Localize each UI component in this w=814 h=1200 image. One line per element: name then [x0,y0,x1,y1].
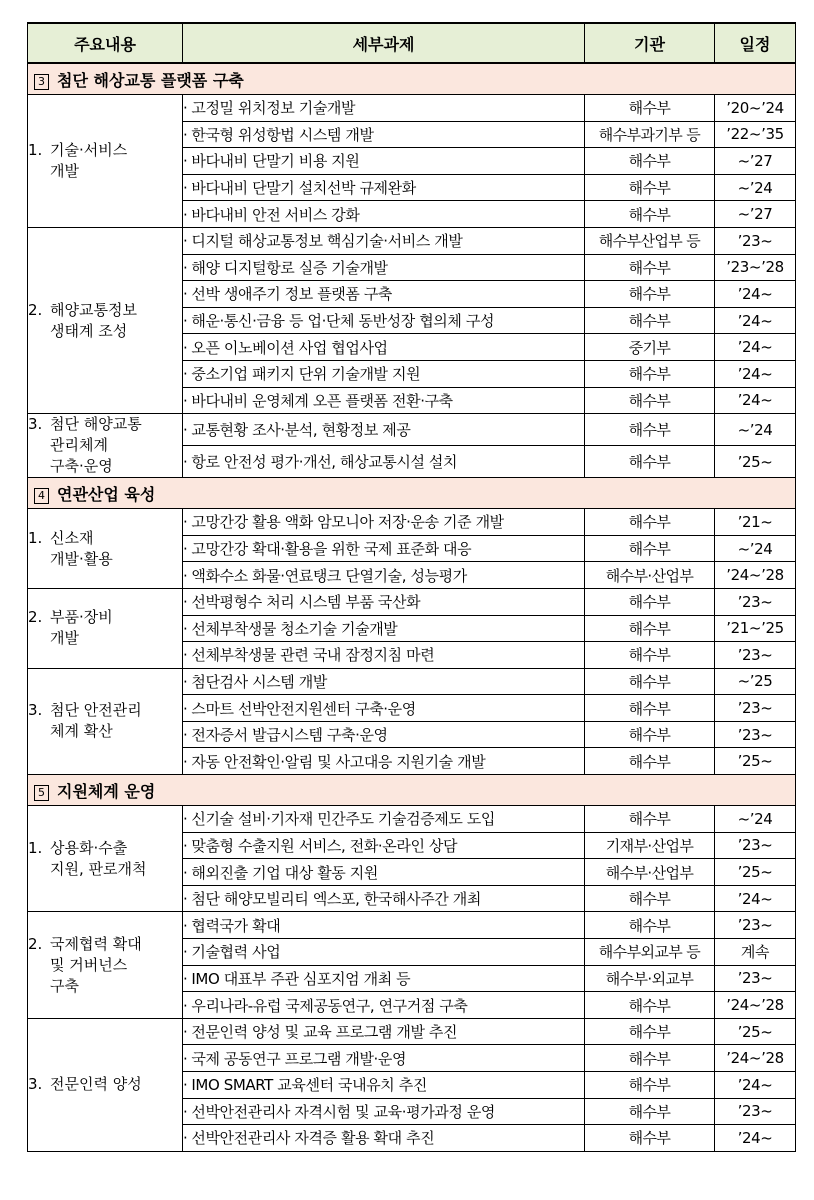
task-text: 협력국가 확대 [191,916,281,935]
bullet-icon: · [183,1049,188,1068]
schedule-cell: ’23~’28 [715,254,796,281]
category-number: 3. [28,415,43,434]
schedule-cell: ’24~ [715,1072,796,1099]
task-cell [183,562,585,589]
agency-cell: 해수부외교부 등 [585,939,715,966]
bullet-icon: · [183,619,188,638]
section-number: 5 [34,785,49,801]
category-title [50,607,113,649]
task-text: 전문인력 양성 및 교육 프로그램 개발 추진 [191,1023,458,1042]
task-text: 고망간강 확대·활용을 위한 국제 표준화 대응 [191,540,472,559]
table-row [28,588,796,615]
category-title [50,140,127,182]
category-number: 2. [28,934,43,953]
category-line: 관리체계 [50,436,108,455]
agency-cell: 해수부 [585,535,715,562]
schedule-cell: ’24~ [715,307,796,334]
section-title: 지원체계 운영 [57,781,156,801]
task-cell [183,535,585,562]
bullet-icon: · [183,593,188,612]
task-text: IMO SMART 교육센터 국내유치 추진 [191,1076,427,1095]
schedule-cell: ’24~ [715,281,796,308]
category-cell [28,1018,183,1151]
task-text: 우리나라-유럽 국제공동연구, 연구거점 구축 [191,996,468,1015]
task-text: 해양 디지털항로 실증 기술개발 [191,258,388,277]
task-text: 선박 생애주기 정보 플랫폼 구축 [191,285,393,304]
category-line: 생태계 조성 [50,321,128,340]
category-line: 구축 [50,976,79,995]
bullet-icon: · [183,1102,188,1121]
task-cell [183,334,585,361]
task-cell [183,1045,585,1072]
bullet-icon: · [183,726,188,745]
bullet-icon: · [183,513,188,532]
header-main: 주요내용 [28,23,183,63]
agency-cell: 해수부 [585,509,715,536]
category-title [50,528,113,570]
task-cell [183,615,585,642]
category-title [50,1074,142,1095]
category-cell [28,95,183,228]
schedule-cell: ’23~ [715,588,796,615]
task-cell [183,1098,585,1125]
header-schedule: 일정 [715,23,796,63]
task-text: 한국형 위성항법 시스템 개발 [191,125,374,144]
task-text: 신기술 설비·기자재 민간주도 기술검증제도 도입 [191,810,496,829]
task-cell [183,148,585,175]
task-cell [183,360,585,387]
task-text: 바다내비 단말기 설치선박 규제완화 [191,179,416,198]
task-cell [183,227,585,254]
section-header [28,478,796,509]
bullet-icon: · [183,540,188,559]
agency-cell: 해수부 [585,307,715,334]
category-line: 신소재 [50,528,94,547]
bullet-icon: · [183,890,188,909]
agency-cell: 해수부 [585,174,715,201]
bullet-icon: · [183,996,188,1015]
task-cell [183,965,585,992]
bullet-icon: · [183,752,188,771]
task-text: 바다내비 안전 서비스 강화 [191,205,360,224]
section-header [28,775,796,806]
category-title [50,414,142,477]
table-row [28,912,796,939]
bullet-icon: · [183,285,188,304]
schedule-cell: ~’24 [715,174,796,201]
task-text: 선체부착생물 청소기술 기술개발 [191,619,398,638]
table-row [28,1018,796,1045]
task-text: 맞춤형 수출지원 서비스, 전화·온라인 상담 [191,836,458,855]
bullet-icon: · [183,1023,188,1042]
category-line: 부품·장비 [50,608,113,627]
task-cell [183,668,585,695]
agency-cell: 해수부 [585,668,715,695]
agency-cell: 해수부·외교부 [585,965,715,992]
plan-table [27,22,796,1152]
section-header-row [28,478,796,509]
table-row [28,806,796,833]
category-line: 및 거버넌스 [50,955,128,974]
bullet-icon: · [183,365,188,384]
schedule-cell: ~’24 [715,806,796,833]
task-cell [183,832,585,859]
bullet-icon: · [183,1076,188,1095]
category-line: 첨단 안전관리 [50,701,142,720]
task-text: 기술협력 사업 [191,943,281,962]
category-line: 개발 [50,629,79,648]
schedule-cell: ’24~ [715,885,796,912]
category-title [50,934,142,997]
agency-cell: 해수부 [585,387,715,414]
task-text: 전자증서 발급시스템 구축·운영 [191,726,388,745]
category-number: 1. [28,140,43,159]
category-title [50,300,137,342]
schedule-cell: ’23~ [715,1098,796,1125]
section-number: 3 [34,74,49,90]
agency-cell: 해수부 [585,1018,715,1045]
schedule-cell: ’24~ [715,360,796,387]
agency-cell: 해수부 [585,148,715,175]
task-text: 바다내비 단말기 비용 지원 [191,152,360,171]
bullet-icon: · [183,699,188,718]
category-line: 국제협력 확대 [50,934,142,953]
agency-cell: 해수부 [585,1045,715,1072]
section-header [28,63,796,95]
task-text: 오픈 이노베이션 사업 협업사업 [191,338,388,357]
agency-cell: 해수부 [585,642,715,669]
category-number: 1. [28,838,43,857]
agency-cell: 기재부·산업부 [585,832,715,859]
task-cell [183,695,585,722]
table-row [28,414,796,446]
agency-cell: 해수부산업부 등 [585,227,715,254]
schedule-cell: 계속 [715,939,796,966]
category-number: 3. [28,1075,43,1094]
schedule-cell: ’24~ [715,387,796,414]
task-cell [183,992,585,1019]
schedule-cell: ’24~’28 [715,562,796,589]
category-number: 2. [28,300,43,319]
agency-cell: 해수부·산업부 [585,859,715,886]
bullet-icon: · [183,152,188,171]
task-text: 디지털 해상교통정보 핵심기술·서비스 개발 [191,232,463,251]
header-task: 세부과제 [183,23,585,63]
bullet-icon: · [183,338,188,357]
task-text: 고정밀 위치정보 기술개발 [191,99,356,118]
agency-cell: 해수부 [585,414,715,446]
category-number: 2. [28,608,43,627]
bullet-icon: · [183,969,188,988]
task-cell [183,121,585,148]
bullet-icon: · [183,810,188,829]
bullet-icon: · [183,391,188,410]
task-text: 액화수소 화물·연료탱크 단열기술, 성능평가 [191,566,467,585]
table-row [28,227,796,254]
table-row [28,668,796,695]
agency-cell: 해수부 [585,1072,715,1099]
task-cell [183,748,585,775]
schedule-cell: ’25~ [715,446,796,478]
agency-cell: 해수부 [585,360,715,387]
task-text: 자동 안전확인·알림 및 사고대응 지원기술 개발 [191,752,486,771]
category-title [50,700,142,742]
bullet-icon: · [183,1129,188,1148]
section-header-row [28,775,796,806]
plan-body [28,63,796,1151]
agency-cell: 중기부 [585,334,715,361]
schedule-cell: ’23~ [715,965,796,992]
category-number: 1. [28,528,43,547]
agency-cell: 해수부 [585,446,715,478]
category-cell [28,668,183,774]
category-line: 개발 [50,161,79,180]
category-line: 기술·서비스 [50,140,128,159]
schedule-cell: ’23~ [715,695,796,722]
bullet-icon: · [183,232,188,251]
task-cell [183,939,585,966]
bullet-icon: · [183,179,188,198]
task-cell [183,307,585,334]
category-line: 구축·운영 [50,457,113,476]
category-line: 해양교통정보 [50,300,137,319]
task-text: 선박평형수 처리 시스템 부품 국산화 [191,593,421,612]
section-title: 연관산업 육성 [57,484,156,504]
category-cell [28,227,183,413]
schedule-cell: ’25~ [715,859,796,886]
category-line: 전문인력 양성 [50,1075,142,1094]
task-text: 선체부착생물 관련 국내 잠정지침 마련 [191,646,435,665]
task-cell [183,201,585,228]
task-cell [183,642,585,669]
header-agency: 기관 [585,23,715,63]
schedule-cell: ’22~’35 [715,121,796,148]
agency-cell: 해수부 [585,201,715,228]
task-cell [183,859,585,886]
category-line: 지원, 판로개척 [50,859,147,878]
section-header-row [28,63,796,95]
agency-cell: 해수부 [585,695,715,722]
category-cell [28,588,183,668]
agency-cell: 해수부·산업부 [585,562,715,589]
agency-cell: 해수부 [585,95,715,122]
bullet-icon: · [183,421,188,440]
agency-cell: 해수부 [585,748,715,775]
task-text: 바다내비 운영체계 오픈 플랫폼 전환·구축 [191,391,453,410]
bullet-icon: · [183,943,188,962]
task-text: 첨단 해양모빌리티 엑스포, 한국해사주간 개최 [191,890,481,909]
bullet-icon: · [183,916,188,935]
schedule-cell: ’23~ [715,912,796,939]
table-row [28,509,796,536]
schedule-cell: ’23~ [715,642,796,669]
category-cell [28,806,183,912]
task-text: 고망간강 활용 액화 암모니아 저장·운송 기준 개발 [191,513,504,532]
agency-cell: 해수부 [585,588,715,615]
schedule-cell: ’24~ [715,334,796,361]
category-cell [28,509,183,589]
task-cell [183,588,585,615]
task-cell [183,281,585,308]
schedule-cell: ~’25 [715,668,796,695]
task-cell [183,414,585,446]
task-text: 교통현황 조사·분석, 현황정보 제공 [191,421,411,440]
schedule-cell: ’24~ [715,1125,796,1152]
bullet-icon: · [183,205,188,224]
schedule-cell: ’21~’25 [715,615,796,642]
bullet-icon: · [183,99,188,118]
task-text: 선박안전관리사 자격시험 및 교육·평가과정 운영 [191,1102,496,1121]
agency-cell: 해수부 [585,912,715,939]
agency-cell: 해수부 [585,1125,715,1152]
schedule-cell: ~’27 [715,201,796,228]
bullet-icon: · [183,672,188,691]
category-cell [28,912,183,1018]
task-text: 선박안전관리사 자격증 활용 확대 추진 [191,1129,435,1148]
task-cell [183,1018,585,1045]
bullet-icon: · [183,258,188,277]
bullet-icon: · [183,312,188,331]
schedule-cell: ’20~’24 [715,95,796,122]
schedule-cell: ~’24 [715,535,796,562]
task-cell [183,95,585,122]
task-text: 국제 공동연구 프로그램 개발·운영 [191,1049,407,1068]
schedule-cell: ~’24 [715,414,796,446]
task-cell [183,885,585,912]
agency-cell: 해수부과기부 등 [585,121,715,148]
task-text: 해운·통신·금융 등 업·단체 동반성장 협의체 구성 [191,312,495,331]
schedule-cell: ~’27 [715,148,796,175]
task-text: 항로 안전성 평가·개선, 해상교통시설 설치 [191,453,458,472]
task-cell [183,387,585,414]
schedule-cell: ’23~ [715,832,796,859]
task-text: 해외진출 기업 대상 활동 지원 [191,863,378,882]
section-number: 4 [34,488,49,504]
agency-cell: 해수부 [585,992,715,1019]
task-text: 중소기업 패키지 단위 기술개발 지원 [191,365,421,384]
category-line: 개발·활용 [50,549,113,568]
schedule-cell: ’24~’28 [715,992,796,1019]
agency-cell: 해수부 [585,254,715,281]
schedule-cell: ’25~ [715,748,796,775]
task-cell [183,174,585,201]
task-cell [183,446,585,478]
category-line: 상용화·수출 [50,838,128,857]
table-row [28,95,796,122]
schedule-cell: ’23~ [715,227,796,254]
agency-cell: 해수부 [585,281,715,308]
bullet-icon: · [183,453,188,472]
bullet-icon: · [183,566,188,585]
category-title [50,838,146,880]
category-line: 체계 확산 [50,722,113,741]
task-text: IMO 대표부 주관 심포지엄 개최 등 [191,969,411,988]
header-row [28,23,796,63]
task-cell [183,912,585,939]
agency-cell: 해수부 [585,806,715,833]
category-number: 3. [28,701,43,720]
agency-cell: 해수부 [585,615,715,642]
task-cell [183,509,585,536]
category-line: 첨단 해양교통 [50,415,142,434]
bullet-icon: · [183,863,188,882]
bullet-icon: · [183,125,188,144]
agency-cell: 해수부 [585,885,715,912]
schedule-cell: ’23~ [715,721,796,748]
agency-cell: 해수부 [585,721,715,748]
bullet-icon: · [183,836,188,855]
category-cell [28,414,183,478]
bullet-icon: · [183,646,188,665]
task-cell [183,806,585,833]
schedule-cell: ’21~ [715,509,796,536]
schedule-cell: ’24~’28 [715,1045,796,1072]
task-text: 스마트 선박안전지원센터 구축·운영 [191,699,416,718]
task-cell [183,721,585,748]
section-title: 첨단 해상교통 플랫폼 구축 [57,70,244,90]
schedule-cell: ’25~ [715,1018,796,1045]
task-cell [183,1125,585,1152]
task-cell [183,254,585,281]
task-text: 첨단검사 시스템 개발 [191,672,327,691]
task-cell [183,1072,585,1099]
agency-cell: 해수부 [585,1098,715,1125]
